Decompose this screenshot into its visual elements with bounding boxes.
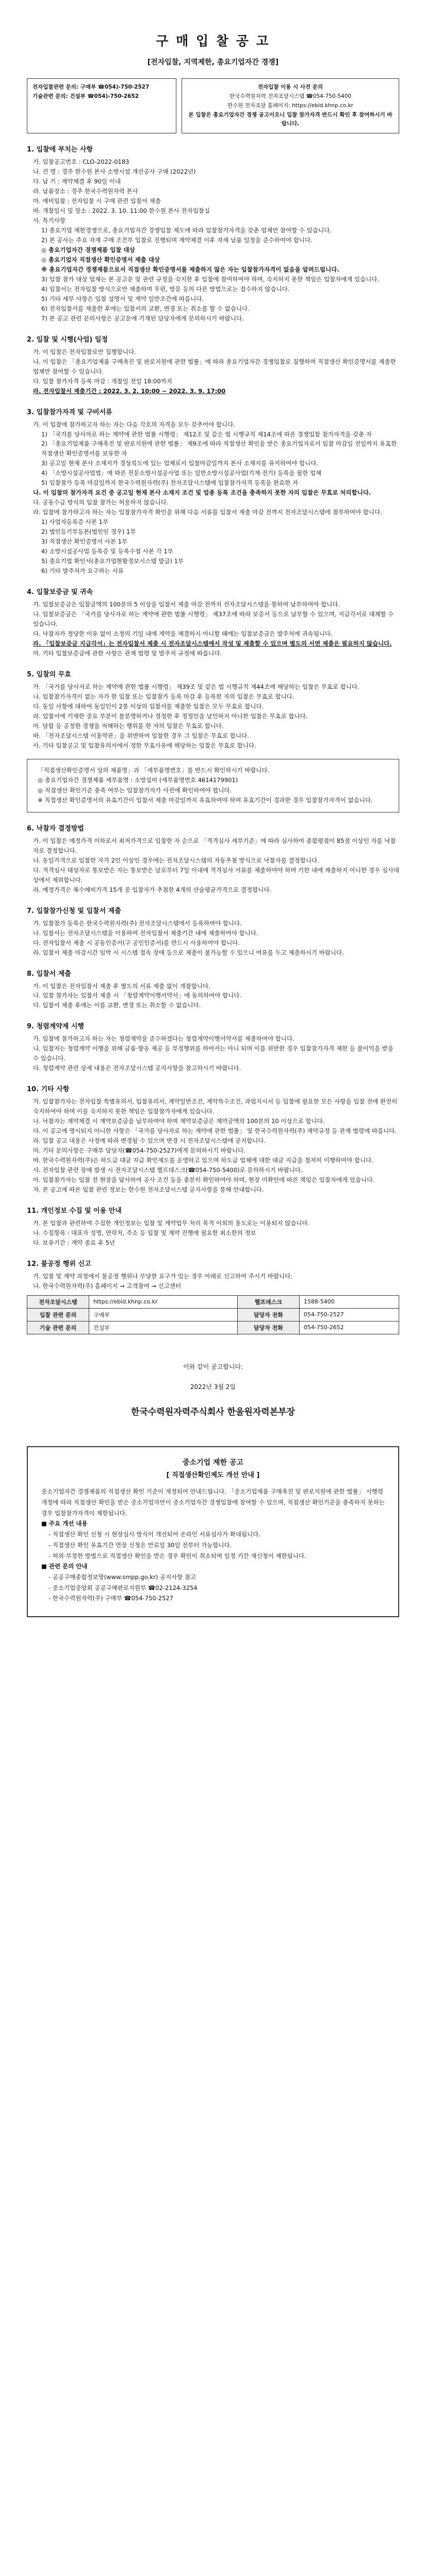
section-line: 나. 이 입찰은 「총요기업제품 구매촉진 및 판로지원에 관한 법률」에 따라 총요기업자간 경쟁입찰로 집행하며 직접생산 확인증명서를 제출한 업체만 참여할 수 있습니다. (33, 358, 396, 375)
section-line: 4) 「소방시설공사업법」에 따른 전문소방시설공사업 또는 일반소방시설공사업(기계·전기) 등록을 필한 업체 (41, 469, 322, 477)
table-cell: 기술 관련 문의 (27, 1321, 89, 1334)
section (27, 1021, 399, 1073)
contact-right-line: 전자입찰 이용 시 사전 문의 (257, 84, 323, 90)
section-line: 라. 납품장소 : 경주 한국수력원자력 본사 (33, 188, 138, 195)
info-box-line: - 직접생산 확인 신청 시 현장실사 방식이 개선되어 온라인 서류심사가 확대됩니다. (48, 1531, 260, 1538)
section (27, 905, 399, 958)
info-box-line: 중소기업자간 경쟁제품의 직접생산 확인 기준이 개정되어 안내드립니다. 「중소기업제품 구매촉진 및 판로지원에 관한 법률」 시행령 개정에 따라 직접생산 확인을 받은 중소기업자만이 중소기업자간 경쟁입찰에 참여할 수 있으며, 직접생산 확인기준을 충족하지 못하는 경우 입찰참가자격이 제한됩니다. (41, 1488, 385, 1517)
section-line: 가. 입찰공고번호 : CLO-2022-0183 (33, 158, 129, 166)
closing-organization: 한국수력원자력주식회사 한울원자력본부장 (131, 1406, 295, 1417)
section-title: 2. 입찰 및 시행(사업) 일정 (27, 335, 108, 344)
section-line: 마. 기타 문의사항은 구매부 담당자(☎054-750-2527)에게 문의하시기 바랍니다. (33, 1147, 245, 1155)
section-line: 1) 「국가를 당사자로 하는 계약에 관한 법률 시행령」 제12조 및 같은 법 시행규칙 제14조에 따른 경쟁입찰 참가자격을 갖춘 자 (41, 430, 372, 438)
section-line: 가. 이 입찰은 전자입찰로만 집행합니다. (33, 348, 136, 355)
section-line: 가. 입찰에 참가하고자 하는 자는 청렴계약을 준수하겠다는 청렴계약이행서약서를 제출하여야 합니다. (33, 1035, 294, 1043)
section-line: 나. 수집항목 : 대표자 성명, 연락처, 주소 등 입찰 및 계약 진행에 필요한 최소한의 정보 (33, 1229, 256, 1236)
contact-table (27, 1295, 399, 1334)
info-box-line: - 공공구매종합정보망(www.smpp.go.kr) 공지사항 참고 (48, 1573, 196, 1581)
table-cell: 전자조달시스템 (27, 1295, 89, 1308)
section-line: 라. 예정가격은 복수예비가격 15개 중 입찰자가 추첨한 4개의 산술평균가격으로 결정합니다. (33, 886, 272, 893)
section-line: 다. 적격심사 대상자로 통보받은 자는 통보받은 날로부터 7일 이내에 적격심사 서류를 제출하여야 하며 기한 내에 제출하지 아니한 경우 심사대상에서 제외합니다. (33, 866, 399, 884)
info-box-line: - 직접생산 확인 유효기간 연장 신청은 만료일 30일 전부터 가능합니다. (48, 1541, 232, 1549)
section-line: 6) 전자입찰서를 제출한 후에는 입찰서의 교환, 변경 또는 취소를 할 수 없습니다. (41, 304, 250, 312)
table-cell: 1588-5400 (299, 1295, 399, 1308)
section (27, 1083, 399, 1195)
sections-part-two (27, 823, 399, 1291)
sections-part-one (27, 144, 399, 750)
section-line: 나. 입찰참가자격이 없는 자가 한 입찰 또는 입찰참가 등록 마감 후 등록한 자의 입찰은 무효로 합니다. (33, 692, 294, 700)
notice-line: ◎ 총요기업자간 경쟁제품 세부품명 : 소방설비 (세부품명번호 4614179901) (38, 776, 238, 784)
section-title: 1. 입찰에 부치는 사항 (27, 146, 93, 154)
section-line: 라. 입찰서 제출 마감시간 임박 시 시스템 접속 장애 등으로 제출이 불가능할 수 있으니 여유를 두고 제출하시기 바랍니다. (33, 948, 344, 956)
section-line: 사. 특기사항 (33, 217, 65, 225)
section-line: 라. 입찰에 참가하고자 하는 자는 입찰참가자격 확인을 위해 다음 서류를 입찰서 제출 마감 전까지 전자조달시스템에 첨부하여야 합니다. (33, 509, 382, 516)
section (27, 669, 399, 751)
section (27, 1205, 399, 1248)
section-title: 9. 청렴계약제 시행 (27, 1023, 84, 1031)
section-line: 다. 전자입찰서 제출 시 공동인증서(구 공인인증서)를 반드시 사용하여야 합니다. (33, 939, 240, 946)
section-title: 8. 입찰서 제출 (27, 970, 71, 978)
section-line: 가. 이 입찰은 전자입찰서 제출 후 별도의 서류 제출 없이 개찰합니다. (33, 982, 210, 990)
section (27, 586, 399, 658)
document-title: 구 매 입 찰 공 고 (156, 33, 270, 48)
section-line: 사. 전자입찰 관련 장애 발생 시 전자조달시스템 헬프데스크(☎054-750-5400)로 문의하시기 바랍니다. (33, 1166, 303, 1174)
notice-box (27, 759, 399, 812)
info-box-subtitle: [ 직접생산확인제도 개선 안내 ] (166, 1471, 260, 1479)
section (27, 406, 399, 577)
section-line: 라. 입찰 공고 내용은 사정에 따라 변경될 수 있으며 변경 시 전자조달시스템에 공지합니다. (33, 1137, 266, 1145)
section-title: 6. 낙찰자 결정방법 (27, 824, 84, 833)
section-line: 마. 담합 등 공정한 경쟁을 저해하는 행위를 한 자의 입찰은 무효로 합니다. (33, 722, 224, 730)
section-line: 2) 「총요기업제품 구매촉진 및 판로지원에 관한 법률」 제9조에 따라 직접생산 확인을 받은 총요기업자로서 입찰 마감일 전일까지 유효한 직접생산 확인증명서를 보유한 자 (41, 440, 397, 457)
section-line: 가. 입찰 및 계약 과정에서 불공정 행위나 부당한 요구가 있는 경우 아래로 신고하여 주시기 바랍니다. (33, 1272, 292, 1280)
section-line: 나. 이 입찰의 참가자격 요건 중 공고일 현재 본사 소재지 조건 및 업종 등록 조건을 충족하지 못한 자의 입찰은 무효로 처리합니다. (33, 489, 371, 497)
section-line: 1) 총요기업 제한경쟁으로, 총요기업자간 경쟁입찰 제도에 따라 입찰참가자격을 갖춘 업체만 참여할 수 있습니다. (41, 227, 332, 234)
info-box-line: ■ 관련 문의 안내 (41, 1563, 88, 1570)
contact-right-line: 한국수력원자력 전자조달시스템 ☎054-750-5400 (229, 93, 352, 99)
table-cell: 054-750-2527 (299, 1308, 399, 1321)
contact-left-line: 기술관련 문의: 건설부 ☎054)-750-2652 (32, 93, 139, 99)
notice-line: 「직접생산확인증명서 상의 제품명」과 「세부품명번호」를 반드시 확인하시기 바랍니다. (38, 766, 270, 774)
table-cell: 담당자 전화 (237, 1308, 299, 1321)
section-line: 가. 입찰보증금은 입찰금액의 100분의 5 이상을 입찰서 제출 마감 전까지 전자조달시스템을 통하여 납부하여야 합니다. (33, 601, 340, 608)
section-line: 4) 소방시설공사업 등록증 및 등록수첩 사본 각 1부 (41, 548, 173, 555)
section-line: 바. 「전자조달시스템 이용약관」을 위반하여 입찰한 경우 그 입찰은 무효로 합니다. (33, 732, 249, 739)
section-line: 다. 청렴계약 관련 상세 내용은 전자조달시스템 공지사항을 참고하시기 바랍니다. (33, 1064, 241, 1072)
table-row (27, 1321, 399, 1334)
section (27, 968, 399, 1011)
section-line: 가. 본 입찰과 관련하여 수집한 개인정보는 입찰 및 계약업무 처리 목적 이외의 용도로는 이용되지 않습니다. (33, 1219, 310, 1227)
section-line: 2) 본 공사는 주요 자재 구매 조건부 입찰로 진행되며 계약체결 이후 자재 납품 일정을 준수하여야 합니다. (41, 236, 313, 244)
section-line: 마. 기타 입찰보증금에 관한 사항은 관계 법령 및 발주처 규정에 따릅니다. (33, 649, 222, 657)
section-line: 나. 건 명 : 경주 한수원 본사 소방시설 개선공사 구매 (2022년) (33, 168, 196, 176)
closing-date: 2022년 3월 2일 (190, 1383, 236, 1391)
section-title: 12. 불공정 행위 신고 (27, 1260, 91, 1268)
table-cell: 입찰 관련 문의 (27, 1308, 89, 1321)
document-subtitle: [전자입찰, 지역제한, 총요기업자간 경쟁] (147, 58, 279, 66)
section-title: 3. 입찰참가자격 및 구비서류 (27, 408, 112, 416)
table-cell: 담당자 전화 (237, 1321, 299, 1334)
section-title: 11. 개인정보 수집 및 이용 안내 (27, 1207, 122, 1215)
closing-text: 이와 같이 공고합니다. (183, 1363, 243, 1370)
section-line: 라. 「입찰보증금 지급각서」는 전자입찰서 제출 시 전자조달시스템에서 작성 및 제출할 수 있으며 별도의 서면 제출은 필요하지 않습니다. (33, 639, 392, 647)
contact-right-line: 본 입찰은 총요기업자간 경쟁 공고이오니 입찰 참가자격 반드시 확인 후 참여하시기 바랍니다. (188, 111, 392, 127)
table-row (27, 1308, 399, 1321)
table-cell: https://ebid.khnp.co.kr (89, 1295, 238, 1308)
contact-left-line: 전자입찰관련 문의: 구매부 ☎054)-750-2527 (32, 84, 150, 90)
info-box-line: - 한국수력원자력(주) 구매부 ☎054-750-2527 (48, 1595, 174, 1602)
section (27, 823, 399, 895)
section-line: 다. 낙찰자가 정당한 이유 없이 소정의 기일 내에 계약을 체결하지 아니할 때에는 입찰보증금은 발주처에 귀속됩니다. (33, 630, 333, 637)
contact-row (27, 78, 399, 133)
info-box-line: - 허위·부정한 방법으로 직접생산 확인을 받은 경우 확인이 취소되며 일정 기간 재신청이 제한됩니다. (48, 1552, 306, 1560)
table-cell: 건설부 (89, 1321, 238, 1334)
section-line: 라. 입찰서에 기재한 중요 부분이 불분명하거나 정정한 후 정정인을 날인하지 아니한 입찰은 무효로 합니다. (33, 712, 308, 720)
section-line: ◎ 총요기업자 직접생산 확인증명서 제출 대상 (41, 256, 160, 263)
section-line: 5) 총요기업 확인서(총요기업현황정보시스템 발급) 1부 (41, 557, 184, 565)
section-line: 5) 기타 세부 사항은 입찰 설명서 및 계약 일반조건에 따릅니다. (41, 295, 204, 302)
table-row (27, 1295, 399, 1308)
section-line: 가. 이 입찰에 참가하고자 하는 자는 다음 각호의 자격을 모두 갖추어야 합니다. (33, 420, 235, 428)
contact-box-right (182, 78, 399, 133)
section-line: 바. 개찰일시 및 장소 : 2022. 3. 10. 11:00 한수원 본사 전자입찰실 (33, 207, 210, 215)
section-line: 1) 사업자등록증 사본 1부 (41, 518, 109, 526)
info-box-title: 중소기업 제한 공고 (183, 1458, 243, 1467)
section-line: ※ 총요기업자간 경쟁제품으로서 직접생산 확인증명서를 제출하지 않은 자는 입찰참가자격이 없음을 알려드립니다. (41, 265, 339, 273)
section-line: 3) 공고일 현재 본사 소재지가 경상북도에 있는 업체로서 입찰마감일까지 본사 소재지를 유지하여야 합니다. (41, 460, 319, 467)
section-line: 6) 기타 발주처가 요구하는 서류 (41, 567, 124, 575)
section-line: 2) 법인등기부등본(법인인 경우) 1부 (41, 528, 136, 536)
section-line: 나. 입찰서는 전자조달시스템을 이용하여 전자입찰서 제출기간 내에 제출하여야 합니다. (33, 929, 258, 937)
section-line: 다. 입찰 참가자격 등록 마감 : 개찰일 전일 18:00까지 (33, 377, 172, 385)
section-line: 바. 한국수력원자력(주)은 하도급 대금 지급 확인제도를 운영하고 있으며 하도급 업체에 대한 대금 지급을 철저히 이행하여야 합니다. (33, 1157, 373, 1164)
info-box-lines (39, 1486, 387, 1604)
table-cell: 구매부 (89, 1308, 238, 1321)
section-line: 다. 보유기간 : 계약 종료 후 5년 (33, 1239, 115, 1246)
section-line: 다. 이 공고에 명시되지 아니한 사항은 「국가를 당사자로 하는 계약에 관한 법률」 및 한국수력원자력(주) 계약규정 등 관계 법령에 따릅니다. (33, 1127, 397, 1135)
section-line: 다. 입찰서 제출 후에는 이를 교환, 변경 또는 취소할 수 없습니다. (33, 1002, 201, 1009)
section-line: 다. 공동수급 방식의 입찰 참가는 허용하지 않습니다. (33, 499, 169, 506)
info-box-line: ■ 주요 개선 내용 (41, 1520, 88, 1528)
contact-box-left (27, 78, 176, 133)
section-line: 가. 「국가를 당사자로 하는 계약에 관한 법률 시행령」 제39조 및 같은 법 시행규칙 제44조에 해당하는 입찰은 무효로 합니다. (33, 683, 359, 690)
section-line: 다. 동일 사항에 대하여 동일인이 2통 이상의 입찰서를 제출한 입찰은 모두 무효로 합니다. (33, 702, 264, 710)
section-line: 5) 입찰참가 등록 마감일까지 한국수력원자력(주) 전자조달시스템에 입찰참가자격 등록을 완료한 자 (41, 479, 299, 487)
section (27, 1258, 399, 1291)
section-line: 4) 입찰서는 전자입찰 방식으로만 제출하며 우편, 방문 등의 다른 방법으로는 접수하지 않습니다. (41, 285, 290, 293)
section-line: 나. 입찰보증금은 「국가를 당사자로 하는 계약에 관한 법률 시행령」 제37조에 따라 보증서 등으로 납부할 수 있으며, 지급각서로 대체할 수 있습니다. (33, 611, 394, 628)
info-box-line: - 중소기업중앙회 공공구매판로지원부 ☎02-2124-3254 (48, 1584, 198, 1591)
section-line: ◎ 총요기업자간 경쟁제품 입찰 대상 (41, 246, 135, 253)
contact-right-line: 한수원 전자조달 홈페이지: https://ebid.khnp.co.kr (227, 102, 353, 109)
table-cell: 헬프데스크 (237, 1295, 299, 1308)
section-line: 가. 이 입찰은 예정가격 이하로서 최저가격으로 입찰한 자 순으로 「적격심사 세부기준」에 따라 심사하여 종합평점이 85점 이상인 자를 낙찰자로 결정합니다. (33, 837, 396, 854)
section-line: 라. 전자입찰서 제출기간 : 2022. 3. 2. 10:00 ~ 2022. 3. 9. 17:00 (33, 387, 226, 395)
section-title: 4. 입찰보증금 및 귀속 (27, 588, 93, 597)
section-line: 다. 납 기 : 계약체결 후 90일 이내 (33, 178, 121, 185)
section-line: 3) 직접생산 확인증명서 사본 1부 (41, 538, 128, 546)
section-line: 가. 입찰참가자는 전자입찰 특별유의서, 입찰유의서, 계약일반조건, 계약특수조건, 과업지시서 등 입찰에 필요한 모든 사항을 입찰 전에 완전히 숙지하여야 하며 이를 숙지하지 못한 책임은 입찰참가자에게 있습니다. (33, 1098, 398, 1115)
section-line: 아. 입찰참가자는 입찰 전 현장을 답사하여 공사 조건 등을 충분히 확인하여야 하며, 현장 미확인에 따른 책임은 입찰자에게 있습니다. (33, 1176, 374, 1184)
section-line: 가. 입찰참가 등록은 한국수력원자력(주) 전자조달시스템에서 등록하여야 합니다. (33, 919, 242, 927)
section-title: 10. 기타 사항 (27, 1086, 70, 1094)
info-box (27, 1446, 399, 1617)
section-title: 7. 입찰참가신청 및 입찰서 제출 (27, 907, 121, 915)
section-line: 나. 한국수력원자력(주) 홈페이지 → 고객참여 → 신고센터 (33, 1282, 182, 1290)
section-line: 7) 본 공고 관련 문의사항은 공고문에 기재된 담당자에게 문의하시기 바랍니다. (41, 314, 244, 322)
section-line: 사. 기타 입찰공고 및 입찰유의서에서 정한 무효사유에 해당하는 입찰은 무효로 합니다. (33, 741, 256, 749)
section-line: 마. 예비입찰 : 전자입찰 시 구매 관련 입찰서 제출 (33, 197, 161, 205)
section-line: 나. 동일가격으로 입찰한 자가 2인 이상인 경우에는 전자조달시스템의 자동추첨 방식으로 낙찰자를 결정합니다. (33, 856, 319, 864)
table-cell: 054-750-2652 (299, 1321, 399, 1334)
notice-line: ◎ 직접생산 확인기준 충족 여부는 입찰참가자가 사전에 확인하여야 합니다. (38, 786, 232, 794)
section-line: 나. 낙찰자는 계약체결 시 계약보증금을 납부하여야 하며 계약보증금은 계약금액의 100분의 10 이상으로 합니다. (33, 1117, 325, 1125)
section (27, 334, 399, 396)
section-line: 나. 입찰자는 청렴계약 이행을 위해 금품·향응 제공 등 부정행위를 하여서는 아니 되며 이를 위반한 경우 입찰참가자격 제한 등 불이익을 받을 수 있습니다. (33, 1045, 394, 1062)
section (27, 144, 399, 323)
section-line: 3) 입찰 참가 대상 업체는 본 공고문 및 관련 규정을 숙지한 후 입찰에 참여하여야 하며, 숙지하지 못한 책임은 입찰자에게 있습니다. (41, 275, 380, 283)
section-line: 자. 본 공고에 따른 입찰 관련 정보는 한수원 전자조달시스템 공지사항을 통해 안내합니다. (33, 1186, 264, 1193)
notice-line: ※ 직접생산 확인증명서의 유효기간이 입찰서 제출 마감일까지 유효하여야 하며 유효기간이 경과한 경우 입찰참가자격이 없습니다. (38, 796, 373, 804)
section-title: 5. 입찰의 무효 (27, 670, 71, 679)
section-line: 나. 입찰 참가자는 입찰서 제출 시 「청렴계약이행서약서」에 동의하여야 합니다. (33, 992, 241, 999)
